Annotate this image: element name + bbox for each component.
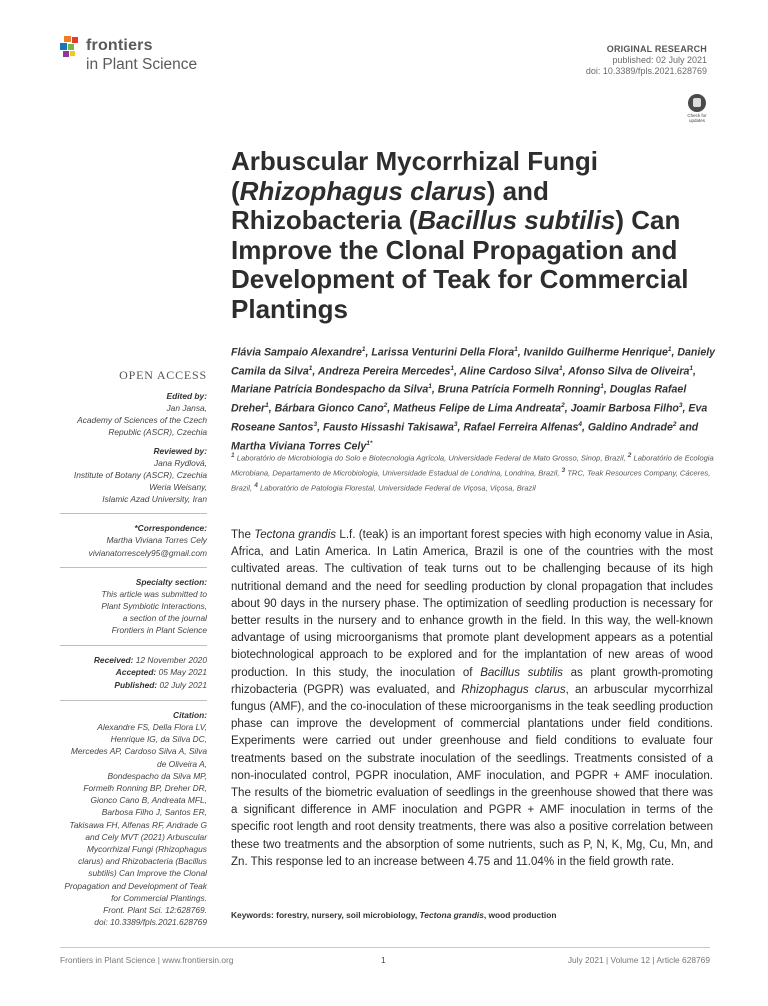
author-affiliation-mark: 3 [313,420,318,428]
sidebar-divider [60,513,207,514]
keywords-text: Tectona grandis [419,910,484,920]
journal-subtitle: in Plant Science [86,56,198,73]
title-species: Rhizophagus clarus [239,175,487,206]
article-doi[interactable]: doi: 10.3389/fpls.2021.628769 [585,66,707,76]
citation-line: Bondespacho da Silva MP, [107,770,207,781]
author-name[interactable]: Afonso Silva de Oliveira [568,365,690,378]
specialty-line: This article was submitted to [101,588,207,599]
reviewer-line: Institute of Botany (ASCR), Czechia [73,469,207,480]
reviewed-by-label: Reviewed by: [153,445,207,456]
author-affiliation-mark: 1 [558,364,563,372]
author-separator: , [682,402,689,415]
received-date: Received: 12 November 2020 [93,654,207,665]
citation-line: Barbosa Filho J, Santos ER, [101,807,207,818]
author-separator: , [603,384,610,396]
author-list [231,342,716,454]
keywords-text: , wood production [483,910,557,920]
citation-line: Mycorrhizal Fungi (Rhizophagus [86,844,207,855]
citation-line: Mercedes AP, Cardoso Silva A, Silva [70,746,207,757]
specialty-section-label: Specialty section: [135,576,207,587]
frontiers-logo-icon [60,36,82,58]
author-name[interactable]: Andreza Pereira Mercedes [317,365,451,378]
citation-line: and Cely MVT (2021) Arbuscular [85,831,207,842]
author-affiliation-mark: 1 [428,383,432,391]
affiliation-text: Laboratório de Microbiologia do Solo e Biotecnologia Agrícola, Universidade Federal de Mato Grosso, Sinop, Brazil, [234,453,628,463]
author-name[interactable]: Douglas Rafael Dreher [231,384,687,415]
affiliation-text: TRC, Teak Resources Company, Cáceres, Brazil, [231,468,711,493]
reviewer-line: Weria Weisany, [149,482,207,493]
title-part: Arbuscular Mycorrhizal Fungi ( [231,146,598,206]
author-affiliation-mark: 1 [450,364,454,372]
footer-journal-link[interactable]: Frontiers in Plant Science | www.frontiersin.org [60,955,234,965]
author-name[interactable]: Fausto Hissashi Takisawa [322,421,454,434]
author-separator: , [457,421,464,434]
author-name[interactable]: Eva Roseane Santos [231,402,708,434]
affiliation-number: 2 [627,452,632,459]
editor-info [60,402,207,439]
author-affiliation-mark: 1 [514,346,518,353]
author-affiliation-mark: 1 [265,402,269,410]
author-separator: , [517,346,524,359]
author-affiliation-mark: 1* [366,439,373,447]
article-title [231,147,721,324]
title-part: ) Can Improve the Clonal Propagation and Development of Teak for Commercial Plantings [231,205,689,324]
author-affiliation-mark: 1 [308,364,313,372]
editor-line: Republic (ASCR), Czechia [108,427,207,438]
author-separator: , [582,421,588,434]
reviewer-line: Jana Rydlová, [153,457,207,468]
author-separator: and [676,421,699,434]
author-separator: , [387,402,394,415]
reviewer-info [60,457,207,506]
affiliation-text: Laboratório de Ecologia Microbiana, Departamento de Microbiologia, Universidade Estadual de Londrina, Londrina, Brazil, [231,453,714,478]
citation-line: subtilis) Can Improve the Clonal [88,868,207,879]
reviewer-line: Islamic Azad University, Iran [102,494,207,505]
sidebar-divider [60,700,207,701]
title-species: Bacillus subtilis [417,205,616,235]
specialty-line: Frontiers in Plant Science [111,625,207,636]
author-separator: , [268,402,275,415]
correspondent-email[interactable]: vivianatorrescely95@gmail.com [88,547,207,558]
citation-line: doi: 10.3389/fpls.2021.628769 [94,917,207,928]
bookmark-icon [688,94,706,112]
author-separator: , [312,365,318,378]
title-part: ) and Rhizobacteria ( [231,175,549,235]
specialty-line: a section of the journal [122,613,207,624]
correspondent-name: Martha Viviana Torres Cely [106,535,207,546]
affiliation-number: 1 [231,452,235,459]
published-date-sidebar: Published: 02 July 2021 [114,680,207,691]
author-name[interactable]: Aline Cardoso Silva [459,365,559,378]
citation-line: Gionco Cano B, Andreata MFL, [90,795,207,806]
journal-logo [60,36,220,86]
author-name[interactable]: Daniely Camila da Silva [231,346,716,378]
author-name[interactable]: Bárbara Gionco Cano [274,402,384,415]
keywords-text: forestry, nursery, soil microbiology, [276,910,420,920]
author-affiliation-mark: 3 [453,420,458,428]
footer-volume-info: July 2021 | Volume 12 | Article 628769 [567,955,710,965]
author-name[interactable]: Joamir Barbosa Filho [570,402,679,415]
article-type: ORIGINAL RESEARCH [606,44,707,54]
author-affiliation-mark: 2 [561,402,565,410]
affiliation-text: Laboratório de Patologia Florestal, Universidade Federal de Viçosa, Viçosa, Brazil [257,483,536,493]
footer-divider [60,947,710,948]
specialty-line: Plant Symbiotic Interactions, [101,601,207,612]
author-name[interactable]: Ivanildo Guilherme Henrique [523,346,668,359]
author-separator: , [671,346,678,359]
author-name[interactable]: Bruna Patrícia Formelh Ronning [437,384,601,396]
citation-line: de Oliveira A, [157,758,207,769]
check-for-updates-badge[interactable] [684,94,710,124]
sidebar-divider [60,567,207,568]
affiliation-number: 3 [561,467,566,475]
abstract: The Tectona grandis L.f. (teak) is an important forest species with high economy value in Asia, Africa, and Latin America. In Latin America, Brazil is one of the countries with the most cultivated areas. The cultivation of teak turns out to be challenging because of its high nutritional demand and the need for seedling production by clonal propagation that includes about 90 days in the nursery phase. The optimization of seedling production is necessary for better results in the nursery and to enhance growth in the field. In this way, the well-known advantage of using microorganisms that promote plant development appears as a potential biotechnological approach to be explored and for the implantation of new areas of wood production. In this study, the inoculation of Bacillus subtilis as plant growth-promoting rhizobacteria (PGPR) was evaluated, and Rhizophagus clarus, an arbuscular mycorrhizal fungus (AMF), and the co-inoculation of these microorganisms in the teak seedling production phase can improve the development of commercial plantations under field conditions. Experiments were carried out under greenhouse and field conditions to evaluate four treatments based on the substrate inoculation of the seedlings. Treatments consisted of a non-inoculated control, PGPR inoculation, AMF inoculation, and PGPR + AMF inoculation. The results of the biometric evaluation of seedlings in the greenhouse showed that there was a significant difference in AMF inoculation and PGPR + AMF inoculation in terms of the specific root length and root density treatments, there was also a positive correlation between these two treatments and the absorption of some nutrients, such as P, N, K, Mg, Cu, Mn, and Zn. This response led to an increase between 4.75 and 11.04% in the field growth rate. [231,529,713,868]
citation-line: Henrique IG, da Silva DC, [110,734,207,745]
author-separator: , [564,402,571,415]
accepted-date: Accepted: 05 May 2021 [115,667,207,678]
citation-line: Alexandre FS, Della Flora LV, [97,722,207,733]
author-separator: , [365,346,372,359]
article-header [586,44,707,77]
citation-line: for Commercial Plantings. [111,892,207,903]
edited-by-label: Edited by: [166,391,207,401]
affiliations [231,450,716,495]
author-name[interactable]: Matheus Felipe de Lima Andreata [393,402,562,415]
author-affiliation-mark: 1 [361,346,366,353]
author-affiliation-mark: 3 [678,402,683,410]
editor-line: Jan Jansa, [166,403,207,413]
author-name[interactable]: Rafael Ferreira Alfenas [463,421,579,434]
author-name[interactable]: Larissa Venturini Della Flora [371,346,515,359]
author-name[interactable]: Martha Viviana Torres Cely [231,440,367,453]
author-name[interactable]: Flávia Sampaio Alexandre [231,346,362,359]
citation-text [60,721,207,928]
published-date: published: 02 July 2021 [612,55,707,65]
author-affiliation-mark: 4 [578,420,583,428]
citation-label: Citation: [173,710,207,721]
author-affiliation-mark: 2 [672,420,677,428]
editor-line: Academy of Sciences of the Czech [77,415,207,426]
correspondence-label: *Correspondence: [134,523,207,534]
author-name[interactable]: Galdino Andrade [587,421,673,434]
author-affiliation-mark: 2 [383,402,388,410]
author-affiliation-mark: 1 [667,346,672,353]
brand-name: frontiers [86,37,153,54]
keywords [231,910,713,920]
citation-line: clarus) and Rhizobacteria (Bacillus [78,856,207,867]
author-affiliation-mark: 1 [600,383,604,391]
author-affiliation-mark: 1 [689,364,694,372]
author-separator: , [562,365,569,378]
sidebar-divider [60,645,207,646]
page-number: 1 [381,955,386,965]
check-updates-line2: updates [688,118,705,123]
open-access-label: OPEN ACCESS [119,368,207,382]
keywords-label: Keywords: [231,910,277,920]
author-separator: , [317,421,323,434]
author-separator: , [453,365,460,378]
author-separator: , [693,365,696,378]
author-separator: , [431,384,438,396]
author-name[interactable]: Mariane Patrícia Bondespacho da Silva [231,384,429,396]
affiliation-number: 4 [254,482,258,490]
article-sidebar [60,368,207,928]
citation-line: Propagation and Development of Teak [64,880,207,891]
citation-line: Front. Plant Sci. 12:628769. [103,905,207,916]
citation-line: Takisawa FH, Alfenas RF, Andrade G [69,819,207,830]
check-updates-line1: Check for [687,113,707,118]
citation-line: Formelh Ronning BP, Dreher DR, [83,783,207,794]
